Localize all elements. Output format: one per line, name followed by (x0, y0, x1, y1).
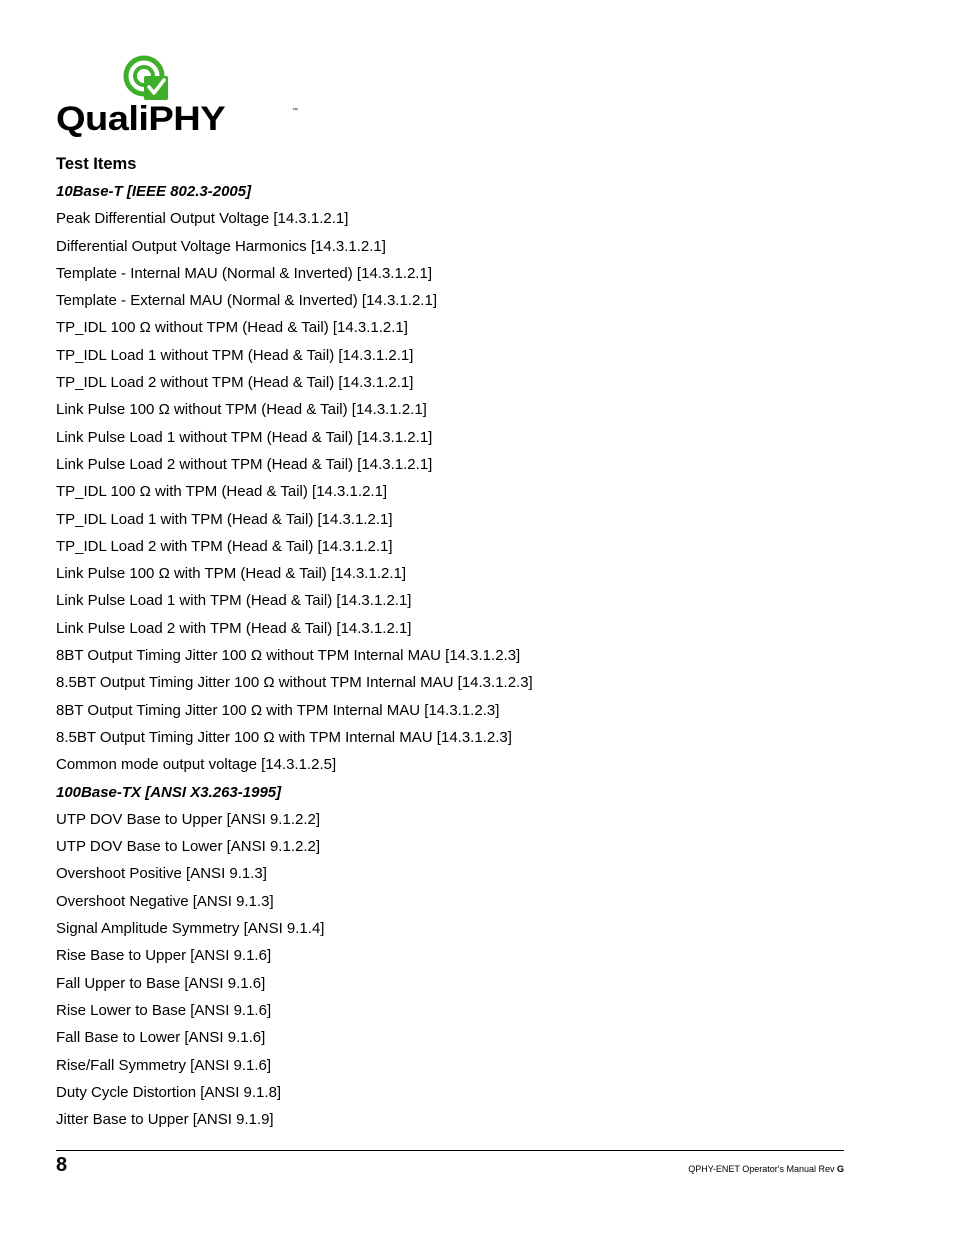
list-item: Link Pulse 100 Ω without TPM (Head & Tail) [14.3.1.2.1] (56, 401, 427, 419)
list-item: Link Pulse Load 2 without TPM (Head & Tail) [14.3.1.2.1] (56, 455, 433, 473)
list-item: Link Pulse Load 1 without TPM (Head & Tail) [14.3.1.2.1] (56, 428, 433, 446)
list-item: Peak Differential Output Voltage [14.3.1.2.1] (56, 210, 349, 228)
list-item: Signal Amplitude Symmetry [ANSI 9.1.4] (56, 920, 325, 938)
list-item: TP_IDL Load 1 with TPM (Head & Tail) [14.3.1.2.1] (56, 510, 393, 528)
list-item: UTP DOV Base to Lower [ANSI 9.1.2.2] (56, 838, 321, 856)
list-item: 8BT Output Timing Jitter 100 Ω without TPM Internal MAU [14.3.1.2.3] (56, 647, 521, 665)
group-10base-t (56, 178, 856, 779)
trademark-symbol: ™ (292, 108, 298, 114)
group-100base-tx (56, 779, 856, 1134)
group-heading: 10Base-T [IEEE 802.3-2005] (56, 183, 252, 200)
list-item: Differential Output Voltage Harmonics [14.3.1.2.1] (56, 237, 386, 255)
list-item: Duty Cycle Distortion [ANSI 9.1.8] (56, 1083, 282, 1101)
list-item: Fall Base to Lower [ANSI 9.1.6] (56, 1029, 266, 1047)
list-item: Template - External MAU (Normal & Inverted) [14.3.1.2.1] (56, 292, 437, 310)
list-item: Rise/Fall Symmetry [ANSI 9.1.6] (56, 1056, 272, 1074)
list-item: TP_IDL Load 1 without TPM (Head & Tail) [14.3.1.2.1] (56, 346, 414, 364)
manual-title: QPHY-ENET Operator's Manual Rev (688, 1164, 837, 1174)
list-item: Template - Internal MAU (Normal & Inverted) [14.3.1.2.1] (56, 264, 432, 282)
list-item: Link Pulse Load 1 with TPM (Head & Tail) [14.3.1.2.1] (56, 592, 412, 610)
list-item: Rise Base to Upper [ANSI 9.1.6] (56, 947, 272, 965)
list-item: Common mode output voltage [14.3.1.2.5] (56, 756, 337, 774)
qualiphy-logo (56, 54, 298, 140)
list-item: Overshoot Negative [ANSI 9.1.3] (56, 892, 274, 910)
list-item: Overshoot Positive [ANSI 9.1.3] (56, 865, 267, 883)
qualiphy-checkmark-icon (122, 54, 170, 102)
list-item: Jitter Base to Upper [ANSI 9.1.9] (56, 1111, 274, 1129)
footer-manual-title (688, 1163, 844, 1175)
list-item: Link Pulse 100 Ω with TPM (Head & Tail) [14.3.1.2.1] (56, 565, 407, 583)
test-items-content (56, 150, 856, 1133)
list-item: TP_IDL Load 2 with TPM (Head & Tail) [14.3.1.2.1] (56, 537, 393, 555)
section-title: Test Items (56, 155, 137, 173)
list-item: 8.5BT Output Timing Jitter 100 Ω with TPM Internal MAU [14.3.1.2.3] (56, 728, 512, 746)
list-item: 8BT Output Timing Jitter 100 Ω with TPM Internal MAU [14.3.1.2.3] (56, 701, 500, 719)
page-number: 8 (56, 1154, 68, 1176)
list-item: TP_IDL 100 Ω with TPM (Head & Tail) [14.3.1.2.1] (56, 483, 388, 501)
list-item: TP_IDL Load 2 without TPM (Head & Tail) [14.3.1.2.1] (56, 374, 414, 392)
list-item: Link Pulse Load 2 with TPM (Head & Tail) [14.3.1.2.1] (56, 619, 412, 637)
list-item: TP_IDL 100 Ω without TPM (Head & Tail) [14.3.1.2.1] (56, 319, 408, 337)
footer-divider (56, 1150, 844, 1151)
manual-revision: G (836, 1164, 844, 1174)
list-item: Rise Lower to Base [ANSI 9.1.6] (56, 1001, 272, 1019)
group-heading: 100Base-TX [ANSI X3.263-1995] (56, 783, 282, 801)
logo-wordmark: QualiPHY (56, 100, 226, 138)
list-item: Fall Upper to Base [ANSI 9.1.6] (56, 974, 266, 992)
list-item: UTP DOV Base to Upper [ANSI 9.1.2.2] (56, 810, 321, 828)
list-item: 8.5BT Output Timing Jitter 100 Ω without TPM Internal MAU [14.3.1.2.3] (56, 674, 533, 692)
